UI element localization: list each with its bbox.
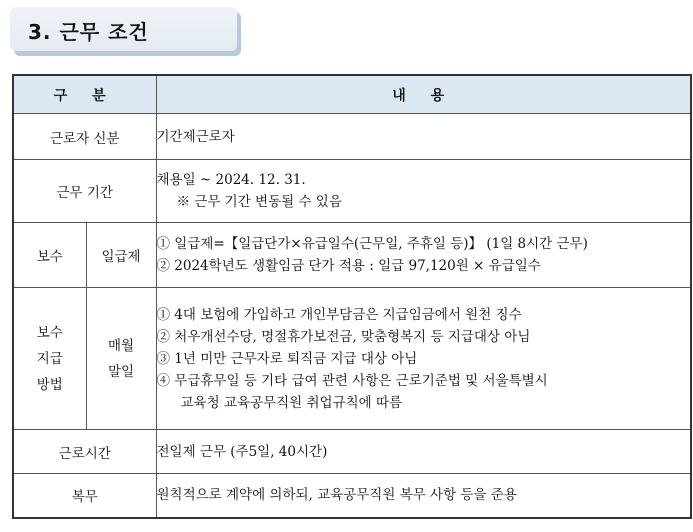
row-label-hours: 근로시간 <box>13 430 156 474</box>
pay-line-2: ② 2024학년도 생활임금 단가 적용 : 일급 97,120원 × 유급일수 <box>156 258 541 274</box>
header-category: 구 분 <box>13 75 156 114</box>
status-text: 기간제근로자 <box>156 128 235 145</box>
row-value-pay <box>156 223 691 288</box>
table-header-row <box>13 75 691 114</box>
row-value-status <box>156 114 691 160</box>
hours-text: 전일제 근무 (주5일, 40시간) <box>156 443 328 460</box>
work-conditions-table <box>12 74 692 519</box>
table-row <box>13 474 691 518</box>
section-title: 3. 근무 조건 <box>28 20 149 44</box>
table-row <box>13 160 691 223</box>
pay-line-1: ① 일급제=【일급단가×유급일수(근무일, 주휴일 등)】 (1일 8시간 근무) <box>156 236 588 252</box>
period-line-1: 채용일 ~ 2024. 12. 31. <box>156 172 306 188</box>
label-line: 방법 <box>36 376 63 393</box>
table-row <box>13 288 691 430</box>
table-row <box>13 430 691 474</box>
row-label-duty: 복무 <box>13 474 156 518</box>
row-value-hours <box>156 430 691 474</box>
method-line-4: ④ 무급휴무일 등 기타 급여 관련 사항은 근로기준법 및 서울특별시 <box>156 372 548 389</box>
header-content: 내 용 <box>156 75 691 114</box>
duty-text: 원칙적으로 계약에 의하되, 교육공무직원 복무 사항 등을 준용 <box>156 487 517 504</box>
method-line-2: ② 처우개선수당, 명절휴가보전금, 맞춤형복지 등 지급대상 아님 <box>156 328 531 345</box>
row-value-duty <box>156 474 691 518</box>
label-line: 보수 <box>36 324 63 341</box>
method-line-1: ① 4대 보험에 가입하고 개인부담금은 지급임금에서 원천 징수 <box>156 306 522 323</box>
method-line-5: 교육청 교육공무직원 취업규칙에 따름 <box>180 394 403 411</box>
label-line: 지급 <box>36 350 63 367</box>
row-label-payment-method <box>13 288 86 430</box>
row-sublabel-payment-method <box>86 288 156 430</box>
method-line-3: ③ 1년 미만 근무자로 퇴직금 지급 대상 아님 <box>156 350 418 367</box>
sublabel-line: 말일 <box>107 363 135 380</box>
row-label-pay: 보수 <box>13 223 86 288</box>
row-value-payment-method <box>156 288 691 430</box>
row-sublabel-pay: 일급제 <box>86 223 156 288</box>
section-title-box <box>10 7 237 51</box>
sublabel-line: 매월 <box>107 337 135 354</box>
table-row <box>13 114 691 160</box>
table-row <box>13 223 691 288</box>
row-label-period: 근무 기간 <box>13 160 156 223</box>
period-line-2: ※ 근무 기간 변동될 수 있음 <box>176 194 342 210</box>
row-value-period <box>156 160 691 223</box>
row-label-status: 근로자 신분 <box>13 114 156 160</box>
